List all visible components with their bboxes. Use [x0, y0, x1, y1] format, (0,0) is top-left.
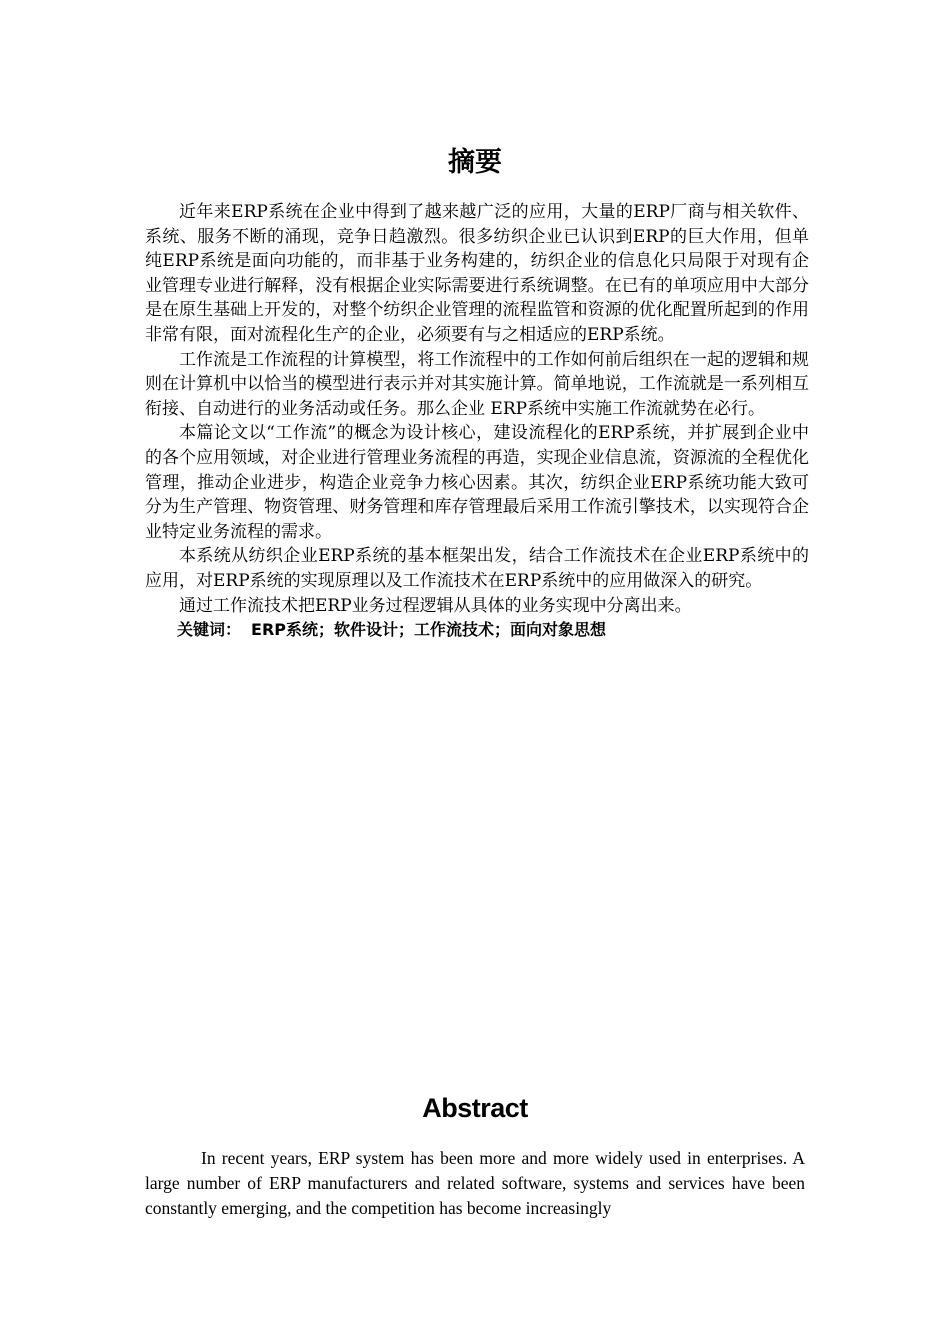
- keywords-line: [145, 618, 809, 643]
- english-abstract-title: Abstract: [422, 1093, 528, 1123]
- chinese-paragraph-1: 近年来ERP系统在企业中得到了越来越广泛的应用，大量的ERP厂商与相关软件、系统、服务不断的涌现，竞争日趋激烈。很多纺织企业已认识到ERP的巨大作用，但单纯ERP系统是面向功能的，而非基于业务构建的，纺织企业的信息化只局限于对现有企业管理专业进行解释，没有根据企业实际需要进行系统调整。在已有的单项应用中大部分是在原生基础上开发的，对整个纺织企业管理的流程监管和资源的优化配置所起到的作用非常有限，面对流程化生产的企业，必须要有与之相适应的ERP系统。: [145, 202, 809, 345]
- keywords-label: 关键词：: [177, 620, 242, 640]
- chinese-paragraph-3: 本篇论文以“工作流”的概念为设计核心，建设流程化的ERP系统，并扩展到企业中的各个应用领域，对企业进行管理业务流程的再造，实现企业信息流，资源流的全程优化管理，推动企业进步，构造企业竞争力核心因素。其次，纺织企业ERP系统功能大致可分为生产管理、物资管理、财务管理和库存管理最后采用工作流引擎技术，以实现符合企业特定业务流程的需求。: [145, 423, 809, 542]
- chinese-paragraph-2: 工作流是工作流程的计算模型，将工作流程中的工作如何前后组织在一起的逻辑和规则在计算机中以恰当的模型进行表示并对其实施计算。简单地说，工作流就是一系列相互衔接、自动进行的业务活动或任务。那么企业 ERP系统中实施工作流就势在必行。: [145, 349, 809, 419]
- chinese-abstract-body: [145, 200, 809, 643]
- keywords-text: ERP系统；软件设计；工作流技术；面向对象思想: [251, 620, 606, 640]
- chinese-paragraph-5: 通过工作流技术把ERP业务过程逻辑从具体的业务实现中分离出来。: [179, 595, 692, 616]
- chinese-abstract-title: 摘要: [448, 147, 502, 178]
- english-paragraph-1: In recent years, ERP system has been more and more widely used in enterprises. A large number of ERP manufacturers and related software, systems and services have been constantly emerging, and the competition has become increasingly: [145, 1148, 805, 1218]
- chinese-paragraph-4: 本系统从纺织企业ERP系统的基本框架出发，结合工作流技术在企业ERP系统中的应用，对ERP系统的实现原理以及工作流技术在ERP系统中的应用做深入的研究。: [145, 546, 809, 591]
- english-abstract-body: [145, 1146, 805, 1222]
